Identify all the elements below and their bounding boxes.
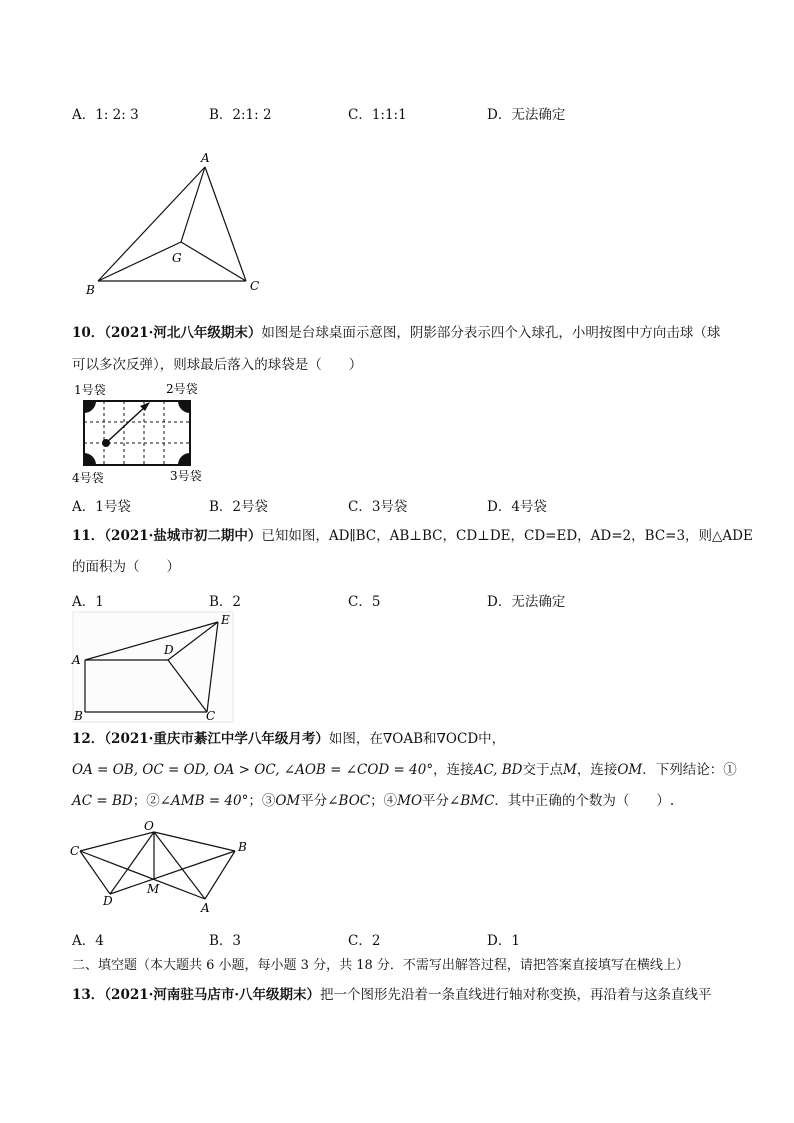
q12-text: 交于点 (522, 762, 564, 778)
q10-source: （2021·河北八年级期末） (104, 325, 262, 341)
q12-text: 平分 (300, 793, 328, 809)
q10-option-b: B．2号袋 (209, 499, 269, 515)
q9-option-c: C．1:1:1 (348, 107, 407, 123)
q11-option-c: C．5 (348, 594, 381, 610)
section-heading: 二、填空题（本大题共 6 小题，每小题 3 分，共 18 分．不需写出解答过程，请把答案直接填写在横线上） (72, 958, 689, 973)
q13-number: 13． (72, 987, 105, 1003)
q11-number: 11． (72, 528, 105, 544)
label-b: B (86, 283, 95, 297)
q12-text: 平分 (422, 793, 450, 809)
label-m: M (147, 882, 160, 896)
label-o: O (144, 819, 154, 833)
q12-source: （2021·重庆市綦江中学八年级月考） (104, 731, 329, 747)
q11-option-a: A．1 (72, 594, 104, 610)
q10-option-a: A．1号袋 (72, 499, 131, 515)
q12-condition: OA = OB, OC = OD, OA > OC, ∠AOB = ∠COD = 40° (72, 762, 434, 778)
label-d: D (103, 894, 113, 908)
q12-text: ．其中正确的个数为（ ）. (494, 793, 675, 809)
label-c: C (70, 844, 80, 858)
q10-line2: 可以多次反弹），则球最后落入的球袋是（ ） (72, 357, 363, 373)
q12-text1: 如图，在∇OAB和∇OCD中， (328, 731, 506, 747)
label-a: A (201, 901, 210, 915)
pocket-4-label: 4号袋 (72, 471, 104, 485)
q11-source: （2021·盐城市初二期中） (104, 528, 262, 544)
q12-math: M (563, 762, 577, 778)
q12-text: ，连接 (433, 762, 474, 778)
q13-text1: 把一个图形先沿着一条直线进行轴对称变换，再沿着与这条直线平 (320, 987, 712, 1003)
q12-number: 12． (72, 731, 105, 747)
pocket-3-label: 3号袋 (170, 469, 202, 483)
q12-text: ，连接 (576, 762, 618, 778)
label-g: G (172, 251, 182, 265)
q12-text: ．下列结论：① (642, 762, 737, 778)
q12-option-b: B．3 (209, 933, 242, 949)
q12-text: ；③ (248, 793, 276, 809)
q12-text: ；④ (370, 793, 398, 809)
pocket-2-label: 2号袋 (166, 382, 198, 396)
label-a: A (72, 653, 81, 667)
q12-math: MO (397, 793, 423, 809)
q9-option-d: D．无法确定 (487, 107, 566, 123)
q11-option-d: D．无法确定 (487, 594, 566, 610)
q12-option-a: A．4 (72, 933, 104, 949)
q10-number: 10． (72, 325, 105, 341)
q12-text: ；② (132, 793, 160, 809)
q12-math: OM (617, 762, 643, 778)
label-e: E (221, 613, 230, 627)
label-d: D (164, 643, 174, 657)
q12-math: OM (275, 793, 301, 809)
q12-math: AC, BD (473, 762, 523, 778)
q10-option-d: D．4号袋 (487, 499, 547, 515)
q9-option-a: A．1: 2: 3 (72, 107, 139, 123)
label-a: A (201, 151, 210, 165)
q12-math: ∠BOC (327, 793, 371, 809)
q12-math: ∠AMB = 40° (159, 793, 249, 809)
q11-text1: 已知如图，AD∥BC，AB⊥BC，CD⊥DE，CD=ED，AD=2，BC=3，则△ADE (261, 528, 753, 544)
label-c: C (206, 709, 216, 723)
q12-math: ∠BMC (449, 793, 495, 809)
label-b: B (238, 840, 247, 854)
q11-option-b: B．2 (209, 594, 242, 610)
q9-option-b: B．2:1: 2 (209, 107, 272, 123)
q10-text1: 如图是台球桌面示意图，阴影部分表示四个入球孔，小明按图中方向击球（球 (261, 325, 721, 341)
q12-option-c: C．2 (348, 933, 381, 949)
pocket-1-label: 1号袋 (74, 383, 106, 397)
q13-line1 (72, 985, 712, 1005)
q11-line2: 的面积为（ ） (72, 559, 180, 575)
label-c: C (250, 279, 260, 293)
q12-option-d: D．1 (487, 933, 520, 949)
q10-option-c: C．3号袋 (348, 499, 408, 515)
q13-source: （2021·河南驻马店市·八年级期末） (104, 987, 321, 1003)
label-b: B (74, 709, 83, 723)
q12-math: AC = BD (72, 793, 133, 809)
